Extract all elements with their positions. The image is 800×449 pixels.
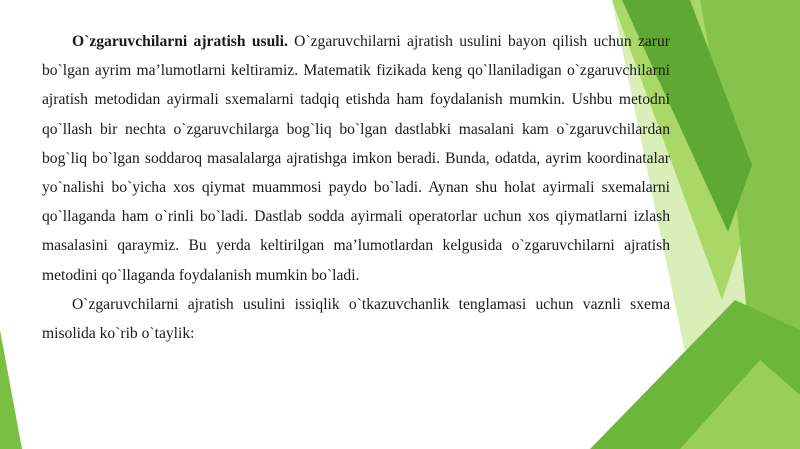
- paragraph-example-text: O`zgaruvchilarni ajratish usulini issiqlik o`tkazuvchanlik tenglamasi uchun vaznli sxema misolida ko`rib o`taylik:: [42, 295, 670, 343]
- paragraph-intro: [42, 27, 670, 290]
- paragraph-intro-text: O`zgaruvchilarni ajratish usulini bayon qilish uchun zarur bo`lgan ayrim ma’lumotlarni keltiramiz. Matematik fizikada keng qo`llaniladigan o`zgaruvchilarni ajratish metodidan ayirmali sxemalarni tadqiq etishda ham foydalanish mumkin. Ushbu metodni qo`llash bir nechta o`zgaruvchilarga bog`liq bo`lgan dastlabki masalani kam o`zgaruvchilardan bog`liq bo`lgan soddaroq masalalarga ajratishga imkon beradi. Bunda, odatda, ayrim koordinatalar yo`nalishi bo`yicha xos qiymat muammosi paydo bo`ladi. Aynan shu holat ayirmali sxemalarni qo`llaganda ham o`rinli bo`ladi. Dastlab sodda ayirmali operatorlar uchun xos qiymatlarni izlash masalasini qaraymiz. Bu yerda keltirilgan ma’lumotlardan kelgusida o`zgaruvchilarni ajratish metodini qo`llaganda foydalanish mumkin bo`ladi.: [42, 33, 670, 284]
- left-edge-facet: [0, 330, 22, 449]
- slide-text-body: [42, 27, 670, 348]
- paragraph-heading: O`zgaruvchilarni ajratish usuli.: [72, 33, 288, 50]
- paragraph-example: [42, 290, 670, 348]
